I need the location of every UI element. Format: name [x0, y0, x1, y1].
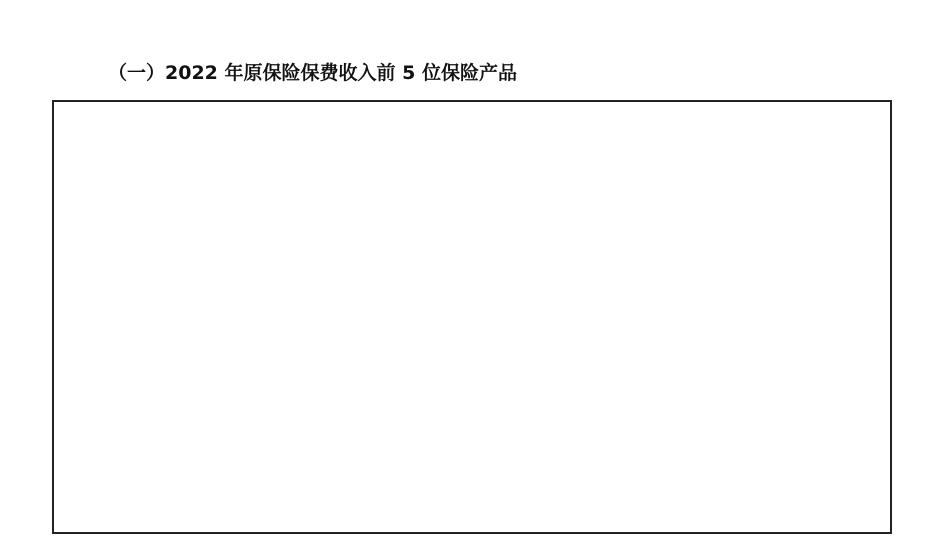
table-frame	[52, 100, 892, 534]
section-heading: （一）2022 年原保险保费收入前 5 位保险产品	[108, 62, 517, 84]
